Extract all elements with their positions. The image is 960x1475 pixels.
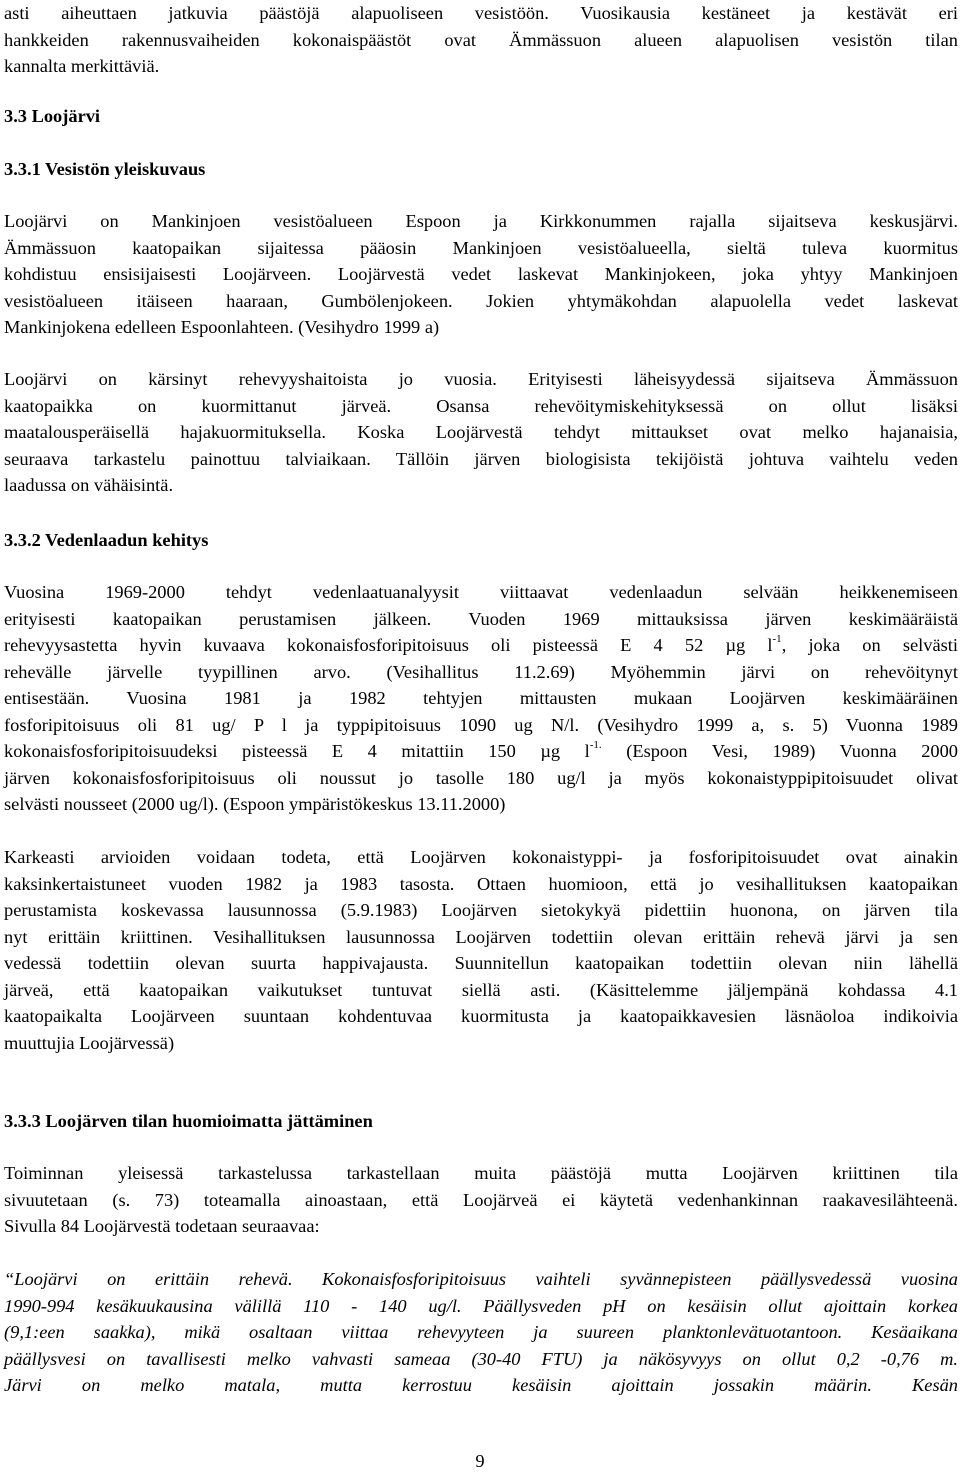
- text-run: rehevyysastetta hyvin kuvaava kokonaisfosforipitoisuus oli pisteessä E 4 52 µg l: [4, 635, 773, 655]
- text-line: erityisesti kaatopaikan perustamisen jälkeen. Vuoden 1969 mittauksissa järven keskimääräistä: [4, 608, 958, 629]
- text-run: , joka on selvästi: [781, 635, 958, 655]
- subsection-heading: 3.3.2 Vedenlaadun kehitys: [4, 530, 209, 550]
- text-line: entisestään. Vuosina 1981 ja 1982 tehtyjen mittausten mukaan Loojärven keskimääräinen: [4, 688, 958, 708]
- text-line: maatalousperäisellä hajakuormituksella. Koska Loojärvestä tehdyt mittaukset ovat melko hajanaisia,: [4, 422, 958, 442]
- text-line: fosforipitoisuus oli 81 ug/ P l ja typpipitoisuus 1090 ug N/l. (Vesihydro 1999 a, s. 5) Vuonna 1989: [4, 714, 958, 735]
- paragraph-water-quality: [4, 579, 958, 818]
- text-line: selvästi nousseet (2000 ug/l). (Espoon ympäristökeskus 13.11.2000): [4, 794, 506, 814]
- paragraph-assessment: [4, 844, 958, 1056]
- quote-paragraph: [4, 1266, 958, 1399]
- subsection-heading: 3.3.1 Vesistön yleiskuvaus: [4, 159, 206, 179]
- text-line: Mankinjokena edelleen Espoonlahteen. (Vesihydro 1999 a): [4, 317, 440, 337]
- text-line: Ämmässuon kaatopaikan sijaitessa pääosin Mankinjoen vesistöalueella, sieltä tuleva kuormitus: [4, 237, 958, 258]
- paragraph-eutrophication: [4, 366, 958, 499]
- text-line: muuttujia Loojärvessä): [4, 1032, 175, 1053]
- text-line: kohdistuu ensisijaisesti Loojärveen. Loojärvestä vedet laskevat Mankinjokeen, joka yhtyy Mankinjoen: [4, 264, 958, 284]
- text-line: kannalta merkittäviä.: [4, 56, 160, 76]
- paragraph-general-description: [4, 208, 958, 341]
- text-line: vedessä todettiin olevan suurta happivajausta. Suunnitellun kaatopaikan todettiin olevan niin lähellä: [4, 953, 958, 973]
- page-number: 9: [475, 1451, 485, 1471]
- text-line: 1990-994 kesäkuukausina välillä 110 - 140 ug/l. Päällysveden pH on kesäisin ollut ajoittain korkea: [4, 1295, 958, 1316]
- text-line: kaatopaikalta Loojärveen suuntaan kohdentuvaa kuormitusta ja kaatopaikkavesien läsnäoloa indikoivia: [4, 1006, 958, 1026]
- text-line: Sivulla 84 Loojärvestä todetaan seuraavaa:: [4, 1216, 320, 1236]
- text-line: asti aiheuttaen jatkuvia päästöjä alapuoliseen vesistöön. Vuosikausia kestäneet ja kestävät eri: [4, 3, 958, 23]
- intro-paragraph: [4, 0, 958, 80]
- paragraph-neglect: [4, 1160, 958, 1240]
- text-line: laadussa on vähäisintä.: [4, 475, 174, 495]
- text-line: “Loojärvi on erittäin rehevä. Kokonaisfosforipitoisuus vaihteli syvännepisteen päällysvedessä vuosina: [4, 1269, 958, 1289]
- text-line: järveä, että kaatopaikan vaikutukset tuntuvat siellä asti. (Käsittelemme jäljempänä kohdassa 4.1: [4, 979, 958, 1000]
- text-run: (Espoon Vesi, 1989) Vuonna 2000: [601, 741, 958, 761]
- text-line: (9,1:een saakka), mikä osaltaan viittaa rehevyyteen ja suureen planktonlevätuotantoon. Kesäaikana: [4, 1322, 958, 1342]
- text-line: nyt erittäin kriittinen. Vesihallituksen lausunnossa Loojärven todettiin olevan erittäin rehevä järvi ja sen: [4, 926, 958, 947]
- text-line: kaksinkertaistuneet vuoden 1982 ja 1983 tasosta. Ottaen huomioon, että jo vesihallituksen kaatopaikan: [4, 873, 958, 894]
- superscript: -1.: [589, 738, 602, 751]
- text-line: hankkeiden rakennusvaiheiden kokonaispäästöt ovat Ämmässuon alueen alapuolisen vesistön tilan: [4, 29, 958, 50]
- text-line: perustamista koskevassa lausunnossa (5.9.1983) Loojärven sietokykyä pidettiin huonona, on järven tila: [4, 900, 958, 920]
- text-line: Loojärvi on Mankinjoen vesistöalueen Espoon ja Kirkkonummen rajalla sijaitseva keskusjärvi.: [4, 211, 958, 231]
- text-line: järven kokonaisfosforipitoisuus oli noussut jo tasolle 180 ug/l ja myös kokonaistyppipitoisuudet olivat: [4, 767, 958, 788]
- text-line: Loojärvi on kärsinyt rehevyyshaitoista jo vuosia. Erityisesti läheisyydessä sijaitseva Ämmässuon: [4, 369, 958, 389]
- superscript: -1: [772, 632, 782, 645]
- text-line: päällysvesi on tavallisesti melko vahvasti sameaa (30-40 FTU) ja näkösyvyys on ollut 0,2 -0,76 m.: [4, 1348, 958, 1369]
- text-line: vesistöalueen itäiseen haaraan, Gumbölenjokeen. Jokien yhtymäkohdan alapuolella vedet laskevat: [4, 290, 958, 311]
- text-line: Karkeasti arvioiden voidaan todeta, että Loojärven kokonaistyppi- ja fosforipitoisuudet ovat ainakin: [4, 847, 958, 867]
- text-line: kaatopaikka on kuormittanut järveä. Osansa rehevöitymiskehityksessä on ollut lisäksi: [4, 395, 958, 416]
- text-line: rehevälle järvelle tyypillinen arvo. (Vesihallitus 11.2.69) Myöhemmin järvi on rehevöitynyt: [4, 661, 958, 682]
- subsection-heading: 3.3.3 Loojärven tilan huomioimatta jättäminen: [4, 1111, 373, 1131]
- text-line: Toiminnan yleisessä tarkastelussa tarkastellaan muita päästöjä mutta Loojärven kriittinen tila: [4, 1163, 958, 1183]
- text-line: seuraava tarkastelu painottuu talviaikaan. Tällöin järven biologisista tekijöistä johtuva vaihtelu veden: [4, 448, 958, 469]
- text-line: Järvi on melko matala, mutta kerrostuu kesäisin ajoittain jossakin määrin. Kesän: [4, 1375, 958, 1395]
- text-line: Vuosina 1969-2000 tehdyt vedenlaatuanalyysit viittaavat vedenlaadun selvään heikkenemiseen: [4, 582, 958, 602]
- text-line: [4, 632, 958, 659]
- section-heading: 3.3 Loojärvi: [4, 106, 101, 126]
- text-run: kokonaisfosforipitoisuudeksi pisteessä E 4 mitattiin 150 µg l: [4, 741, 590, 761]
- text-line: sivuutetaan (s. 73) toteamalla ainoastaan, että Loojärveä ei käytetä vedenhankinnan raakavesilähteenä.: [4, 1189, 958, 1210]
- text-line: [4, 738, 958, 765]
